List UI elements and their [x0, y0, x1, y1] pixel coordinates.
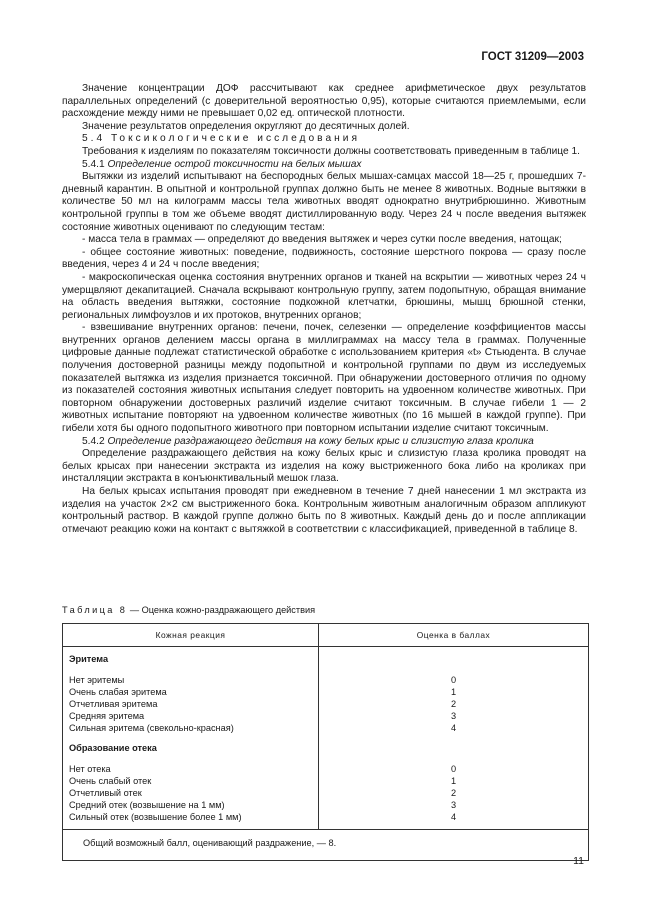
table-body-row [63, 647, 589, 830]
table-footnote-row [63, 830, 589, 861]
paragraph: Требования к изделиям по показателям токсичности должны соответствовать приведенным в таблице 1. [82, 145, 581, 157]
score-cell: 0 [450, 764, 457, 774]
table-title: — Оценка кожно-раздражающего действия [127, 605, 316, 615]
score-cell: 3 [450, 711, 457, 721]
document-body [62, 83, 586, 536]
table-row: Очень слабый отек [69, 776, 152, 786]
table-row: Сильная эритема (свекольно-красная) [69, 723, 234, 733]
reaction-column [63, 647, 319, 830]
column-header-score: Оценка в баллах [319, 624, 589, 647]
subsection-heading-irritation: 5.4.2 Определение раздражающего действия на кожу белых крыс и слизистую глаза кролика [82, 435, 534, 447]
table-row: Сильный отек (возвышение более 1 мм) [69, 812, 242, 822]
paragraph: Определение раздражающего действия на кожу белых крыс и слизистую глаза кролика проводят на белых крысах при нанесении экстракта из изделия на кожу выстриженного бока либо на кроликах при инсталляции экстракта в конъюнктивальный мешок глаза. [62, 448, 586, 485]
group-title-erythema: Эритема [69, 654, 109, 664]
paragraph: Значение концентрации ДОФ рассчитывают как среднее арифметическое двух результатов параллельных определений (с доверительной вероятностью 0,95), которые считаются приемлемыми, если расхождение между ними не превышает 0,02 ед. оптической плотности. [62, 83, 586, 120]
list-item: - масса тела в граммах — определяют до введения вытяжек и через сутки после введения, натощак; [82, 234, 562, 246]
score-column [319, 647, 589, 830]
table-caption [62, 605, 315, 615]
paragraph: Вытяжки из изделий испытывают на беспородных белых мышах-самцах массой 18—25 г, прошедших 7-дневный карантин. В опытной и контрольной группах должно быть не менее 8 животных. Водные вытяжки в количестве 50 мл на килограмм массы тела животных вводят однократно внутрибрюшинно. Животным контрольной группы в том же объеме вводят дистиллированную воду. Через 24 ч после введения вытяжек состояние животных оценивают по следующим тестам: [62, 171, 586, 233]
paragraph: На белых крысах испытания проводят при ежедневном в течение 7 дней нанесении 1 мл экстракта из изделия на участок 2×2 см выстриженного бока. Контрольным животным аналогичным образом аппликуют контрольный раствор. В каждой группе должно быть по 8 животных. Каждый день до и после аппликации отмечают реакцию кожи на контакт с вытяжкой в соответствии с классификацией, приведенной в таблице 8. [62, 486, 586, 535]
subsection-heading-acute-toxicity: 5.4.1 Определение острой токсичности на белых мышах [82, 158, 362, 170]
table-label: Таблица 8 [62, 605, 128, 615]
score-cell: 1 [450, 687, 457, 697]
list-item: - взвешивание внутренних органов: печени, почек, селезенки — определение коэффициентов массы внутренних органов делением массы органа в миллиграммах на массу тела в граммах. Полученные цифровые данные подлежат статистической обработке с использованием критерия «t» Стьюдента. В случае получения достоверной разницы между подопытной и контрольной группами по двум из исследуемых показателей вытяжка из изделия признается токсичной. При обнаружении достоверного отличия по одному из показателей состояния животных испытания следует повторить на удвоенном количестве животных. При повторном обнаружении достоверных различий изделие считают токсичным. В случае гибели 1 — 2 животных испытание повторяют на удвоенном количестве животных (по 16 мышей в каждой группе). При гибели хотя бы одного подопытного животного при повторном испытании изделие считают токсичным. [62, 322, 586, 435]
list-item: - макроскопическая оценка состояния внутренних органов и тканей на вскрытии — животных через 24 ч умерщвляют декапитацией. Сначала вскрывают контрольную группу, затем подопытную, обращая внимание на область введения вытяжки, состояние подкожной клетчатки, брюшины, мышц брюшной стенки, региональных лимфоузлов и их протоков, внутренних органов; [62, 271, 586, 321]
score-cell: 2 [450, 699, 457, 709]
score-cell: 4 [450, 723, 457, 733]
skin-irritation-table [62, 623, 589, 861]
table-row: Отчетливый отек [69, 788, 142, 798]
page-number: 11 [573, 855, 584, 867]
table-header-row [63, 624, 589, 647]
group-title-edema: Образование отека [69, 743, 157, 753]
table-row: Нет отека [69, 764, 111, 774]
section-heading-toxicology: 5.4 Токсикологические исследования [82, 133, 360, 145]
paragraph: Значение результатов определения округляют до десятичных долей. [82, 120, 410, 132]
column-header-reaction: Кожная реакция [63, 624, 319, 647]
table-row: Отчетливая эритема [69, 699, 158, 709]
score-cell: 2 [450, 788, 457, 798]
list-item: - общее состояние животных: поведение, подвижность, состояние шерстного покрова — сразу после введения, через 4 и 24 ч после введения; [62, 246, 586, 271]
table-row: Очень слабая эритема [69, 687, 167, 697]
table-row: Средняя эритема [69, 711, 145, 721]
score-cell: 3 [450, 800, 457, 810]
table-footnote: Общий возможный балл, оценивающий раздражение, — 8. [63, 830, 589, 861]
score-cell: 0 [450, 675, 457, 685]
table-row: Средний отек (возвышение на 1 мм) [69, 800, 225, 810]
score-cell: 1 [450, 776, 457, 786]
table-row: Нет эритемы [69, 675, 125, 685]
score-cell: 4 [450, 812, 457, 822]
document-standard-number: ГОСТ 31209—2003 [481, 51, 584, 63]
